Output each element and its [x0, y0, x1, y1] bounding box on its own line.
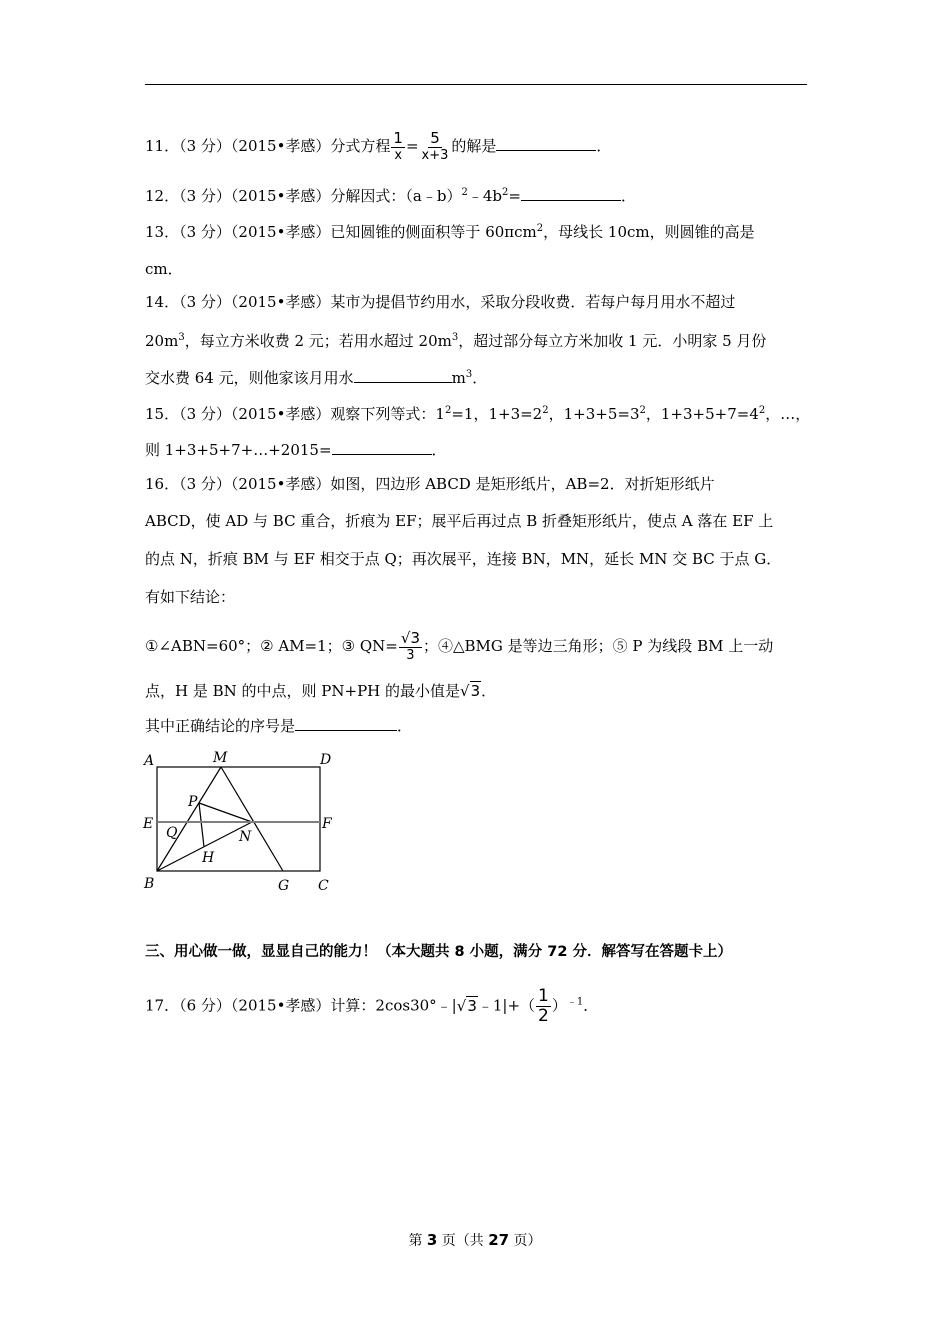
question-16-line-4: 有如下结论：	[145, 588, 236, 606]
label-g: G	[278, 878, 290, 894]
label-b: B	[144, 876, 155, 892]
label-e: E	[143, 816, 154, 832]
label-p: P	[188, 794, 198, 810]
question-16-line-3: 的点 N，折痕 BM 与 EF 相交于点 Q；再次展平，连接 BN，MN，延长 MN 交 BC 于点 G．	[145, 550, 782, 568]
question-16-line-2: ABCD，使 AD 与 BC 重合，折痕为 EF；展平后再过点 B 折叠矩形纸片，使点 A 落在 EF 上	[145, 512, 774, 530]
label-a: A	[144, 753, 155, 769]
question-16-line-7: 其中正确结论的序号是 ．	[145, 717, 413, 735]
fraction-sqrt3-over-3: $\frac{√3}{3}$	[400, 629, 420, 663]
label-m: M	[213, 750, 228, 766]
answer-blank	[496, 136, 596, 151]
label-c: C	[318, 878, 329, 894]
question-13-line-2: cm．	[145, 260, 183, 278]
answer-blank	[521, 186, 621, 201]
label-h: H	[202, 850, 215, 866]
question-16-line-5: ①∠ABN=60°；② AM=1；③ QN= $\frac{√3}{3}$ ；④△BMG 是等边三角形；⑤ P 为线段 BM 上一动	[145, 629, 774, 663]
question-17: 17．（6 分）（2015•孝感）计算：2cos30°﹣|√3﹣1|+（ $\frac{1}{2}$ ）$^{﹣1}$．	[145, 986, 599, 1026]
question-16: 16．（3 分）（2015•孝感）如图，四边形 ABCD 是矩形纸片，AB=2．对折矩形纸片	[145, 475, 715, 493]
question-14: 14．（3 分）（2015•孝感）某市为提倡节约用水，采取分段收费．若每户每月用水不超过	[145, 293, 736, 311]
question-15: 15．（3 分）（2015•孝感）观察下列等式：$1^2=1$，$1+3=2^2$，$1+3+5=3^2$，$1+3+5+7=4^2$，…，	[145, 405, 811, 423]
question-12: 12．（3 分）（2015•孝感）分解因式：$(a﹣b)^2﹣4b^2=$ ．	[145, 187, 636, 205]
page-footer: 第 3 页（共 27 页）	[408, 1231, 542, 1249]
rectangle-abcd	[157, 767, 320, 871]
answer-blank	[354, 368, 452, 383]
sqrt-3: √3	[460, 682, 481, 700]
geometry-figure	[138, 744, 348, 896]
label-d: D	[320, 752, 332, 768]
fraction-5-over-x-plus-3: $\frac{5}{x+3}$	[421, 129, 449, 163]
question-15-line-2: 则 1+3+5+7+…+2015= ．	[145, 441, 447, 459]
question-14-line-2: $20m^3$，每立方米收费 2 元；若用水超过 $20m^3$，超过部分每立方米加收 1 元．小明家 5 月份	[145, 332, 767, 350]
answer-blank	[332, 440, 432, 455]
label-n: N	[239, 829, 252, 845]
question-13: 13．（3 分）（2015•孝感）已知圆锥的侧面积等于 60πcm$^2$，母线长 10cm，则圆锥的高是	[145, 223, 755, 241]
label-q: Q	[166, 825, 178, 841]
line-ph	[199, 803, 204, 847]
fraction-1-over-x: $\frac{1}{x}$	[393, 129, 403, 163]
question-11: 11．（3 分）（2015•孝感）分式方程 $\frac{1}{x}$ = $\frac{5}{x+3}$ 的解是 ．	[145, 129, 612, 163]
question-16-line-6: 点，H 是 BN 的中点，则 PN+PH 的最小值是√3．	[145, 682, 497, 700]
answer-blank	[295, 716, 397, 731]
section-3-heading: 三、用心做一做，显显自己的能力！（本大题共 8 小题，满分 72 分．解答写在答题卡上）	[145, 944, 732, 960]
line-mg	[221, 767, 283, 871]
label-f: F	[322, 816, 332, 832]
sqrt-3: √3	[456, 996, 477, 1015]
fraction-1-over-2: $\frac{1}{2}$	[538, 986, 549, 1026]
header-rule	[145, 84, 807, 85]
question-14-line-3: 交水费 64 元，则他家该月用水 $m^3$．	[145, 369, 488, 387]
